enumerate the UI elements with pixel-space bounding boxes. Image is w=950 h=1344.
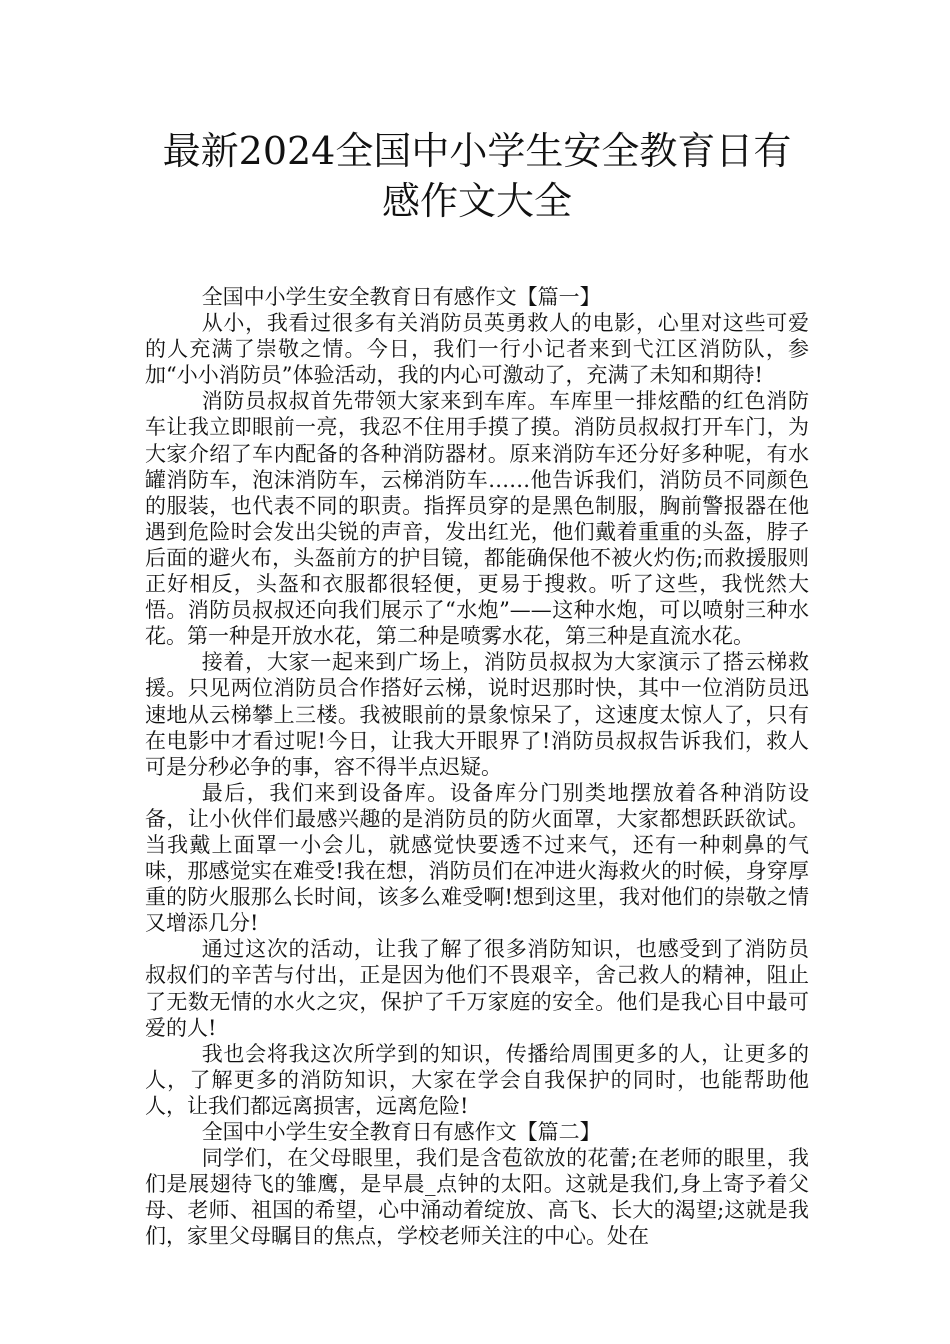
paragraph: 通过这次的活动，让我了解了很多消防知识，也感受到了消防员叔叔们的辛苦与付出，正是因为他们不畏艰辛，舍己救人的精神，阻止了无数无情的水火之灾，保护了千万家庭的安全。他们是我心目中最可爱的人! bbox=[145, 937, 809, 1040]
paragraph: 我也会将我这次所学到的知识，传播给周围更多的人，让更多的人，了解更多的消防知识，大家在学会自我保护的同时，也能帮助他人，让我们都远离损害，远离危险! bbox=[145, 1041, 809, 1118]
paragraph: 最后，我们来到设备库。设备库分门别类地摆放着各种消防设备，让小伙伴们最感兴趣的是消防员的防火面罩，大家都想跃跃欲试。当我戴上面罩一小会儿，就感觉快要透不过来气，还有一种刺鼻的气味，那感觉实在难受!我在想，消防员们在冲进火海救火的时候，身穿厚重的防火服那么长时间，该多么难受啊!想到这里，我对他们的崇敬之情又增添几分! bbox=[145, 780, 809, 936]
section-heading: 全国中小学生安全教育日有感作文【篇二】 bbox=[201, 1120, 601, 1144]
paragraph: 消防员叔叔首先带领大家来到车库。车库里一排炫酷的红色消防车让我立即眼前一亮，我忍不住用手摸了摸。消防员叔叔打开车门，为大家介绍了车内配备的各种消防器材。原来消防车还分好多种呢，有水罐消防车，泡沫消防车，云梯消防车……他告诉我们，消防员不同颜色的服装，也代表不同的职责。指挥员穿的是黑色制服，胸前警报器在他遇到危险时会发出尖锐的声音，发出红光，他们戴着重重的头盔，脖子后面的避火布，头盔前方的护目镜，都能确保他不被火灼伤;而救援服则正好相反，头盔和衣服都很轻便，更易于搜救。听了这些，我恍然大悟。消防员叔叔还向我们展示了“水炮”——这种水炮，可以喷射三种水花。第一种是开放水花，第二种是喷雾水花，第三种是直流水花。 bbox=[145, 389, 809, 649]
paragraph: 同学们，在父母眼里，我们是含苞欲放的花蕾;在老师的眼里，我们是展翅待飞的雏鹰，是早晨_点钟的太阳。这就是我们,身上寄予着父母、老师、祖国的希望，心中涌动着绽放、高飞、长大的渴望;这就是我们，家里父母瞩目的焦点，学校老师关注的中心。处在 bbox=[145, 1146, 809, 1249]
paragraph: 接着，大家一起来到广场上，消防员叔叔为大家演示了搭云梯救援。只见两位消防员合作搭好云梯，说时迟那时快，其中一位消防员迅速地从云梯攀上三楼。我被眼前的景象惊呆了，这速度太惊人了，只有在电影中才看过呢!今日，让我大开眼界了!消防员叔叔告诉我们，救人可是分秒必争的事，容不得半点迟疑。 bbox=[145, 650, 809, 779]
document-body bbox=[145, 284, 809, 1249]
document-title: 最新2024全国中小学生安全教育日有感作文大全 bbox=[162, 129, 792, 223]
section-heading: 全国中小学生安全教育日有感作文【篇一】 bbox=[201, 285, 601, 309]
document-page bbox=[145, 126, 809, 1249]
paragraph: 从小，我看过很多有关消防员英勇救人的电影，心里对这些可爱的人充满了崇敬之情。今日，我们一行小记者来到弋江区消防队，参加“小小消防员”体验活动，我的内心可激动了，充满了未知和期待! bbox=[145, 311, 809, 388]
